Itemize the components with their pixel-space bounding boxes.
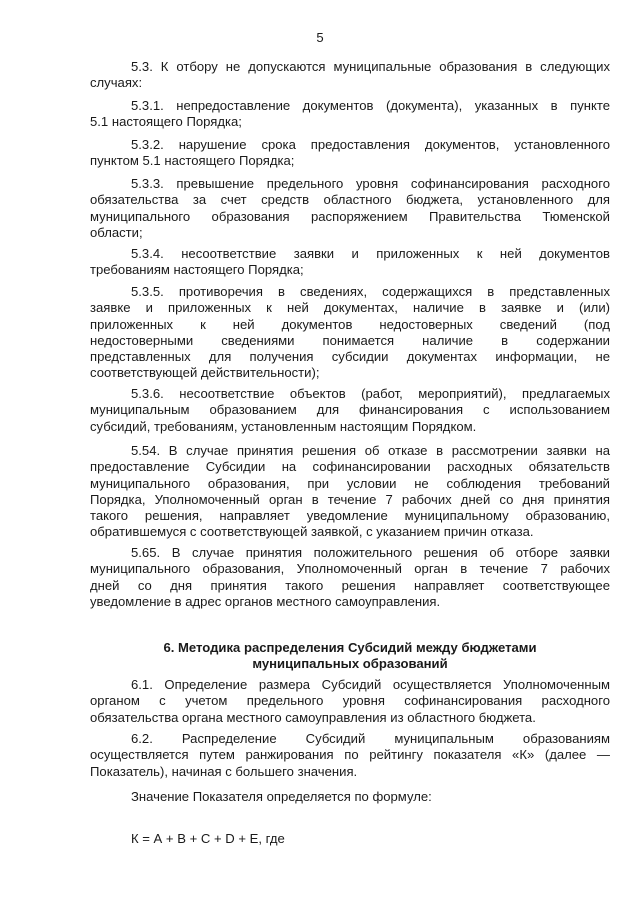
text-line: 5.54. В случае принятия решения об отказе в рассмотрении заявки на xyxy=(131,443,610,458)
paragraph-5-3-2 xyxy=(90,137,610,170)
text-line: Показатель), начиная с большего значения. xyxy=(90,763,358,779)
text-line: муниципального образования, Уполномоченный орган в течение 7 рабочих xyxy=(90,561,610,577)
paragraph-5-3-6 xyxy=(90,386,610,435)
text-line: обязательства органа местного самоуправления из областного бюджета. xyxy=(90,709,536,725)
text-line: соответствующей действительности); xyxy=(90,365,320,381)
text-line: 6.2. Распределение Субсидий муниципальным образованиям xyxy=(131,731,610,746)
text-line: муниципального образования распоряжением Правительства Тюменской xyxy=(90,208,610,224)
text-line: 5.3.2. нарушение срока предоставления документов, установленного xyxy=(131,137,610,152)
text-line: 5.1 настоящего Порядка; xyxy=(90,114,242,130)
paragraph-5-4 xyxy=(90,443,610,541)
text-line: 5.3.3. превышение предельного уровня софинансирования расходного xyxy=(131,176,610,191)
text-line: приложенных к ней документов недостоверных сведений (под xyxy=(90,316,610,332)
paragraph-5-3 xyxy=(90,59,610,92)
paragraph-6-2 xyxy=(90,731,610,780)
text-line: муниципальным образованием для финансирования с использованием xyxy=(90,402,610,418)
text-line: 5.3.4. несоответствие заявки и приложенных к ней документов xyxy=(131,246,610,261)
formula: К = А + В + С + D + Е, где xyxy=(131,831,285,846)
text-line: такого решения, направляет уведомление муниципальному образованию, xyxy=(90,508,610,524)
text-line: субсидий, требованиям, установленным настоящим Порядком. xyxy=(90,418,477,434)
text-line: дней со дня принятия такого решения направляет соответствующее xyxy=(90,577,610,593)
page-number: 5 xyxy=(316,30,324,45)
text-line: области; xyxy=(90,224,143,240)
heading-line: 6. Методика распределения Субсидий между бюджетами xyxy=(163,640,537,655)
text-line: Порядка, Уполномоченный орган в течение 7 рабочих дней со дня принятия xyxy=(90,491,610,507)
paragraph-5-3-5 xyxy=(90,284,610,382)
text-line: предоставление Субсидии на софинансировании расходных обязательств xyxy=(90,459,610,475)
paragraph-formula-intro xyxy=(90,789,610,805)
text-line: 5.3. К отбору не допускаются муниципальные образования в следующих xyxy=(131,59,610,74)
text-line: осуществляется путем ранжирования по рейтингу показателя «К» (далее — xyxy=(90,747,610,763)
text-line: 6.1. Определение размера Субсидий осуществляется Уполномоченным xyxy=(131,677,610,692)
text-line: уведомление в адрес органов местного самоуправления. xyxy=(90,593,441,609)
paragraph-5-3-1 xyxy=(90,98,610,131)
paragraph-5-5 xyxy=(90,545,610,610)
text-line: органом с учетом предельного уровня софинансирования расходного xyxy=(90,693,610,709)
text-line: муниципального образования, при условии не соблюдения требований xyxy=(90,475,610,491)
text-line: 5.3.1. непредоставление документов (документа), указанных в пункте xyxy=(131,98,610,113)
section-heading xyxy=(90,640,610,673)
text-line: пунктом 5.1 настоящего Порядка; xyxy=(90,153,295,169)
paragraph-5-3-3 xyxy=(90,176,610,241)
text-line: представленных для получения субсидии документах информации, не xyxy=(90,349,610,365)
paragraph-6-1 xyxy=(90,677,610,726)
paragraph-5-3-4 xyxy=(90,246,610,279)
text-line: требованиям настоящего Порядка; xyxy=(90,262,304,278)
text-line: случаях: xyxy=(90,75,143,91)
text-line: недостоверными сведениями понимается наличие в содержании xyxy=(90,332,610,348)
text-line: 5.3.6. несоответствие объектов (работ, мероприятий), предлагаемых xyxy=(131,386,610,401)
text-line: заявке и приложенных к ней документах, наличие в заявке и (или) xyxy=(90,300,610,316)
heading-line: муниципальных образований xyxy=(252,656,448,672)
text-line: обязательства за счет средств областного бюджета, установленного для xyxy=(90,192,610,208)
text-line: 5.65. В случае принятия положительного решения об отборе заявки xyxy=(131,545,610,560)
text-line: обратившемуся с соответствующей заявкой, с указанием причин отказа. xyxy=(90,524,534,540)
text-line: Значение Показателя определяется по формуле: xyxy=(131,789,432,804)
text-line: 5.3.5. противоречия в сведениях, содержащихся в представленных xyxy=(131,284,610,299)
